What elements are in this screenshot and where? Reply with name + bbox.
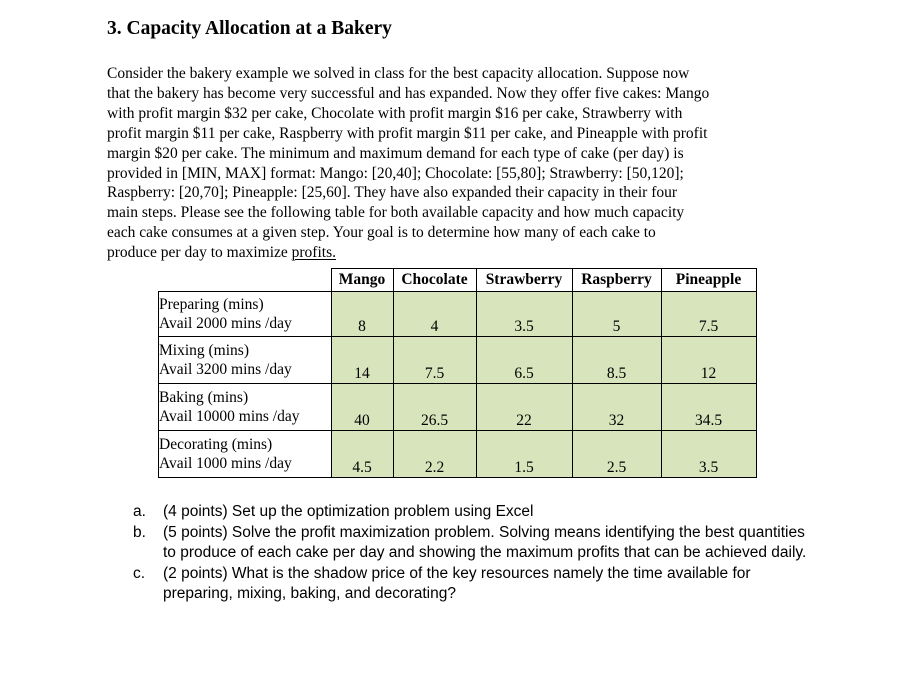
column-header-mango: Mango [331,269,393,292]
table-row-decorating [159,431,757,478]
question-text: (4 points) Set up the optimization problem using Excel [163,503,534,520]
table-cell: 7.5 [393,337,476,384]
step-name: Decorating (mins) [159,436,273,453]
problem-line: Consider the bakery example we solved in class for the best capacity allocation. Suppose now [107,65,690,82]
table-cell: 14 [331,337,393,384]
problem-line: with profit margin $32 per cake, Chocolate with profit margin $16 per cake, Strawberry with [107,104,683,122]
question-text: (5 points) Solve the profit maximization problem. Solving means identifying the best quantities to produce of each cake per day and showing the maximum profits that can be achieved daily. [163,523,807,561]
table-cell: 8 [331,292,393,337]
section-title: 3. Capacity Allocation at a Bakery [107,18,392,39]
table-cell: 32 [572,384,661,431]
column-header-chocolate: Chocolate [393,269,476,292]
question-item [133,502,813,523]
column-header-strawberry: Strawberry [476,269,572,292]
row-header [159,292,332,337]
step-availability: Avail 1000 mins /day [159,455,292,472]
underlined-word: profits. [291,244,336,262]
column-header-raspberry: Raspberry [572,269,661,292]
row-header [159,384,332,431]
problem-line: that the bakery has become very successful and has expanded. Now they offer five cakes: Mango [107,84,710,102]
problem-line-text: produce per day to maximize [107,244,292,262]
question-item [133,523,813,564]
question-text: (2 points) What is the shadow price of the key resources namely the time available for preparing, mixing, baking, and decorating? [163,564,751,602]
problem-line: each cake consumes at a given step. Your goal is to determine how many of each cake to [107,224,656,242]
question-marker: c. [133,564,146,582]
table-cell: 26.5 [393,384,476,431]
capacity-table [158,268,757,478]
step-availability: Avail 2000 mins /day [159,315,292,332]
table-cell: 6.5 [476,337,572,384]
table-header-row [159,269,757,292]
step-name: Mixing (mins) [159,342,249,359]
problem-statement [107,64,827,263]
table-cell: 2.5 [572,431,661,478]
step-availability: Avail 3200 mins /day [159,361,292,378]
table-corner [159,269,332,292]
step-availability: Avail 10000 mins /day [159,408,300,425]
table-cell: 1.5 [476,431,572,478]
problem-line: Raspberry: [20,70]; Pineapple: [25,60]. They have also expanded their capacity in their four [107,184,678,202]
question-list [133,502,813,605]
row-header [159,431,332,478]
question-marker: a. [133,503,146,520]
table-cell: 2.2 [393,431,476,478]
table-cell: 22 [476,384,572,431]
table-row-preparing [159,292,757,337]
table-cell: 8.5 [572,337,661,384]
table-cell: 3.5 [476,292,572,337]
table-cell: 3.5 [661,431,756,478]
question-marker: b. [133,523,146,541]
question-item [133,564,813,605]
problem-line [107,243,827,263]
problem-line: provided in [MIN, MAX] format: Mango: [20,40]; Chocolate: [55,80]; Strawberry: [50,120]; [107,164,684,182]
table-cell: 12 [661,337,756,384]
problem-line: margin $20 per cake. The minimum and maximum demand for each type of cake (per day) is [107,144,684,162]
column-header-pineapple: Pineapple [661,269,756,292]
problem-line: main steps. Please see the following table for both available capacity and how much capacity [107,204,685,222]
table-cell: 40 [331,384,393,431]
step-name: Preparing (mins) [159,296,264,313]
table-cell: 4.5 [331,431,393,478]
table-row-mixing [159,337,757,384]
problem-line: profit margin $11 per cake, Raspberry with profit margin $11 per cake, and Pineapple with profit [107,124,708,142]
table-cell: 34.5 [661,384,756,431]
table-row-baking [159,384,757,431]
table-cell: 4 [393,292,476,337]
row-header [159,337,332,384]
step-name: Baking (mins) [159,389,249,406]
table-cell: 5 [572,292,661,337]
table-cell: 7.5 [661,292,756,337]
